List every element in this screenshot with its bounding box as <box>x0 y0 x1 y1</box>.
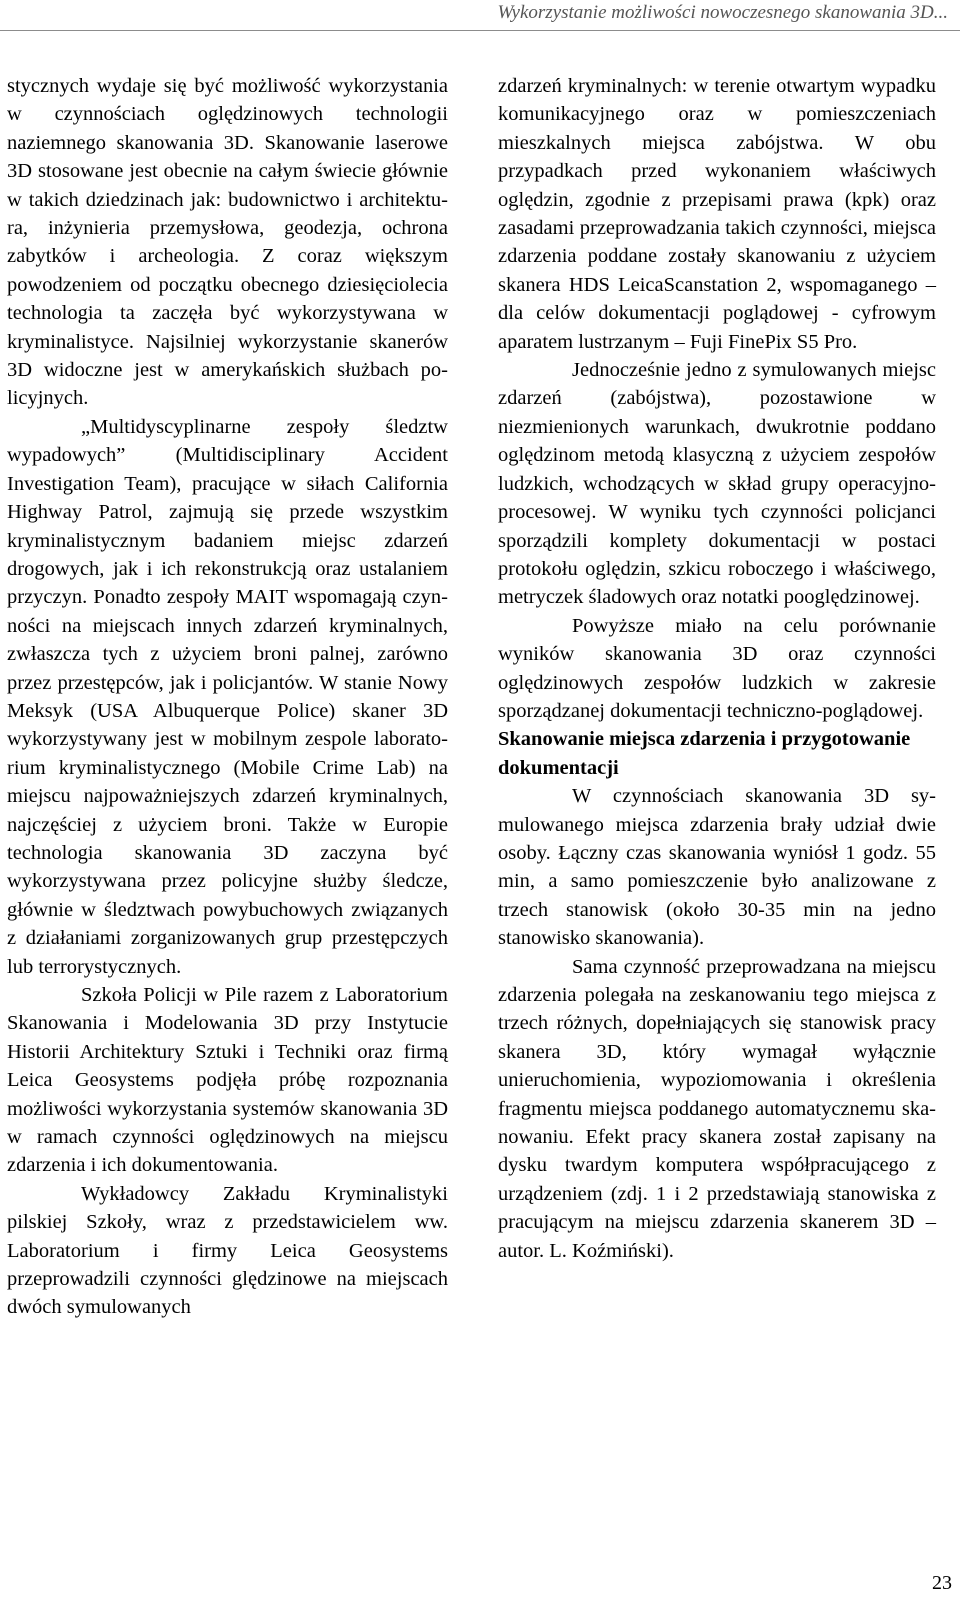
paragraph: W czynnościach skanowania 3D symulowanego miejsca zdarzenia brały udział dwie osoby. Łączny czas skanowania wyniósł 1 godz. 55 min, a samo pomieszczenie było analizowane z trzech stanowisk (około 30-35 min na jedno stanowisko skanowania). <box>498 785 936 950</box>
paragraph: Sama czynność przeprowadzana na miejscu zdarzenia polegała na zeskanowaniu tego miejsca z trzech różnych, dopełniających się stanowisk pracy skanera 3D, który wymagał wyłącznie unieruchomienia, wypoziomowania i określenia fragmentu miejsca poddanego automatycznemu skanowaniu. Efekt pracy skanera został zapisany na dysku twardym komputera współpracującego z urządzeniem (zdj. 1 i 2 przedstawiają stanowiska z pracującym na miejscu zdarzenia skanerem 3D – autor. L. Koźmiński). <box>498 955 936 1262</box>
paragraph: „Multidyscyplinarne zespoły śledztw wypadowych” (Multidisciplinary Accident Investigation Team), pracujące w siłach California Highway Patrol, zajmują się przede wszystkim kryminalistycznym badaniem miejsc zdarzeń drogowych, jak i ich rekonstrukcją oraz ustalaniem przyczyn. Ponadto zespoły MAIT wspomagają czynności na miejscach innych zdarzeń kryminalnych, zwłaszcza tych z użyciem broni palnej, zarówno przez przestępców, jak i policjantów. W stanie Nowy Meksyk (USA Albuquerque Police) skaner 3D wykorzystywany jest w mobilnym zespole laboratorium kryminalistycznego (Mobile Crime Lab) na miejscu najpoważniejszych zdarzeń kryminalnych, najczęściej z użyciem broni. Także w Europie technologia skanowania 3D zaczyna być wykorzystywana przez policyjne służby śledcze, głównie w śledztwach powybuchowych związanych z działaniami zorganizowanych grup przestępczych lub terrorystycznych. <box>7 415 448 978</box>
header-rule <box>0 30 960 31</box>
running-title: Wykorzystanie możliwości nowoczesnego skanowania 3D... <box>497 2 948 23</box>
paragraph: Wykładowcy Zakładu Kryminalistyki pilskiej Szkoły, wraz z przedstawicielem ww. Laboratorium i firmy Leica Geosystems przeprowadzili czynności ględzinowe na miejscach dwóch symulowanych <box>7 1182 448 1319</box>
right-column <box>498 72 936 1265</box>
paragraph: Jednocześnie jedno z symulowanych miejsc zdarzeń (zabójstwa), pozostawione w niezmienionych warunkach, dwukrotnie poddano oględzinom metodą klasyczną z użyciem zespołów ludzkich, wchodzących w skład grupy operacyjno-procesowej. W wyniku tych czynności policjanci sporządzili komplety dokumentacji w postaci protokołu oględzin, szkicu roboczego i właściwego, metryczek śladowych oraz notatki pooględzinowej. <box>498 359 936 609</box>
paragraph: Szkoła Policji w Pile razem z Laboratorium Skanowania i Modelowania 3D przy Instytucie Historii Architektury Sztuki i Techniki oraz firmą Leica Geosystems podjęła próbę rozpoznania możliwości wykorzystania systemów skanowania 3D w ramach czynności oględzinowych na miejscu zdarzenia i ich dokumentowania. <box>7 984 448 1177</box>
paragraph: stycznych wydaje się być możliwość wykorzystania w czynnościach oględzinowych technologii naziemnego skanowania 3D. Skanowanie laserowe 3D stosowane jest obecnie na całym świecie głównie w takich dziedzinach jak: budownictwo i architektura, inżynieria przemysłowa, geodezja, ochrona zabytków i archeologia. Z coraz większym powodzeniem od początku obecnego dziesięciolecia technologia ta zaczęła być wykorzystywana w kryminalistyce. Najsilniej wykorzystanie skanerów 3D widoczne jest w amerykańskich służbach policyjnych. <box>7 75 448 410</box>
left-column <box>7 72 448 1322</box>
section-heading: Skanowanie miejsca zdarzenia i przygotowanie dokumentacji <box>498 728 911 779</box>
page-number: 23 <box>932 1572 952 1594</box>
paragraph: zdarzeń kryminalnych: w terenie otwartym wypadku komunikacyjnego oraz w pomieszczeniach mieszkalnych miejsca zabójstwa. W obu przypadkach przed wykonaniem właściwych oględzin, zgodnie z przepisami prawa (kpk) oraz zasadami przeprowadzania takich czynności, miejsca zdarzenia poddane zostały skanowaniu z użyciem skanera HDS LeicaScanstation 2, wspomaganego – dla celów dokumentacji poglądowej - cyfrowym aparatem lustrzanym – Fuji FinePix S5 Pro. <box>498 75 936 353</box>
paragraph: Powyższe miało na celu porównanie wyników skanowania 3D oraz czynności oględzinowych zespołów ludzkich w zakresie sporządzanej dokumentacji techniczno-poglądowej. <box>498 614 936 722</box>
